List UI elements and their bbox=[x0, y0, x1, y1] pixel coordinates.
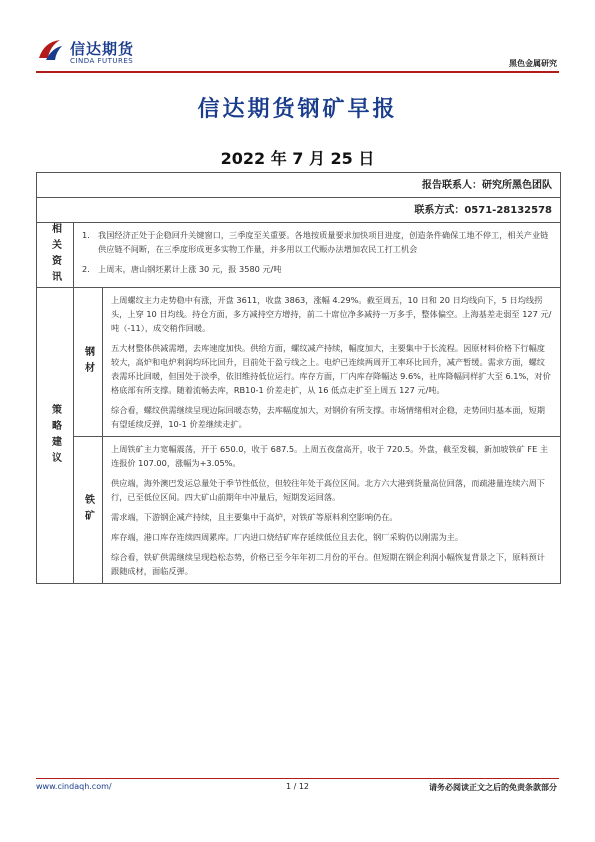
header-divider bbox=[36, 71, 559, 73]
logo-text-cn: 信达期货 bbox=[70, 40, 135, 58]
page-number: 1 / 12 bbox=[285, 782, 310, 791]
report-title: 信达期货钢矿早报 bbox=[197, 97, 398, 122]
cinda-logo-icon bbox=[36, 36, 64, 64]
department-label: 黑色金属研究 bbox=[509, 59, 557, 68]
steel-content bbox=[103, 288, 560, 436]
logo-text-en: CINDA FUTURES bbox=[70, 57, 134, 65]
list-item bbox=[82, 228, 552, 256]
strategy-label-cell bbox=[37, 288, 74, 583]
iron-paragraph: 供应端，海外澳巴发运总量处于季节性低位，但较往年处于高位区间。北方六大港到货量高位回落，而疏港量连续六周下行，已至低位区间。四大矿山前期年中冲量后，短期发运回落。 bbox=[111, 478, 545, 502]
report-date: 2022 年 7 月 25 日 bbox=[220, 149, 375, 168]
list-item-text: 我国经济正处于企稳回升关键窗口，三季度至关重要。各地按质量要求加快项目进度，创造条件确保工地不停工，相关产业链供应链不间断，在三季度形成更多实物工作量，并多用以工代赈办法增加农民工打工机会 bbox=[98, 230, 549, 254]
iron-paragraph: 综合看，铁矿供需继续呈现趋松态势，价格已至今年年初二月份的平台。但短期在钢企利润小幅恢复背景之下，原料预计跟随成材，面临反弹。 bbox=[111, 552, 545, 576]
iron-paragraph: 库存端，港口库存连续四周累库。厂内进口烧结矿库存延续低位且去化，钢厂采购仍以刚需为主。 bbox=[111, 532, 464, 542]
disclaimer-note: 请务必阅读正文之后的免责条款部分 bbox=[429, 783, 557, 792]
related-news-label: 相关资讯 bbox=[49, 223, 61, 287]
contact-person: 报告联系人：研究所黑色团队 bbox=[37, 173, 560, 198]
steel-subsection bbox=[74, 288, 560, 437]
steel-paragraph: 五大材整体供减需增，去库速度加快。供给方面，螺纹减产持续，幅度加大，主要集中于长流程。因原材料价格下行幅度较大，高炉和电炉利润均环比回升，目前处于盈亏线之上。电炉已连续两周开工率环比回升，减产暂缓。需求方面，螺纹表需环比回暖，但国处于淡季，依旧维持低位运行。库存方面，厂内库存降幅达 9.6%，社库降幅同样扩大至 6.1%，对价格底部有所支撑。随着流畅去库，RB10-1 价差走扩，从 16 低点走扩至上周五 127 元/吨。 bbox=[111, 343, 551, 395]
steel-paragraph: 综合看，螺纹供需继续呈现边际回暖态势，去库幅度加大，对钢价有所支撑。市场情绪相对企稳，走势回归基本面，短期有望延续反弹，10-1 价差继续走扩。 bbox=[111, 405, 545, 429]
list-item bbox=[82, 262, 552, 276]
iron-label-cell bbox=[74, 437, 103, 583]
steel-label-cell bbox=[74, 288, 103, 436]
strategy-section bbox=[37, 288, 560, 583]
related-news-section bbox=[37, 223, 560, 288]
page-header bbox=[0, 0, 595, 76]
list-item-number: 1. bbox=[82, 230, 90, 240]
related-news-label-cell bbox=[37, 223, 74, 287]
iron-paragraph: 上周铁矿主力宽幅震荡，开于 650.0，收于 687.5。上周五夜盘高开，收于 720.5。外盘，截至发稿，新加坡铁矿 FE 主连报价 107.00，涨幅为+3.05%。 bbox=[111, 444, 549, 468]
iron-subsection bbox=[74, 437, 560, 583]
list-item-text: 上周末，唐山钢坯累计上涨 30 元，报 3580 元/吨 bbox=[98, 264, 282, 274]
related-news-content bbox=[74, 223, 560, 287]
iron-content bbox=[103, 437, 560, 583]
website-link[interactable]: www.cindaqh.com/ bbox=[36, 782, 112, 791]
contact-phone: 联系方式：0571-28132578 bbox=[37, 198, 560, 223]
report-table bbox=[36, 172, 561, 584]
iron-label: 铁矿 bbox=[82, 494, 94, 526]
strategy-subsections bbox=[74, 288, 560, 583]
footer-divider bbox=[36, 778, 559, 779]
iron-paragraph: 需求端，下游钢企减产持续，且主要集中于高炉，对铁矿等原料利空影响仍在。 bbox=[111, 512, 398, 522]
steel-label: 钢材 bbox=[82, 346, 94, 378]
steel-paragraph: 上周螺纹主力走势稳中有涨，开盘 3611，收盘 3863，涨幅 4.29%。截至周五，10 日和 20 日均线向下，5 日均线拐头，上穿 10 日均线。持仓方面，多方减持空方增持，前二十席位净多减持一万多手，整体偏空。上海基差走弱至 127 元/吨（-11），成交稍作回暖。 bbox=[111, 295, 552, 333]
strategy-label: 策略建议 bbox=[49, 403, 61, 468]
list-item-number: 2. bbox=[82, 264, 90, 274]
